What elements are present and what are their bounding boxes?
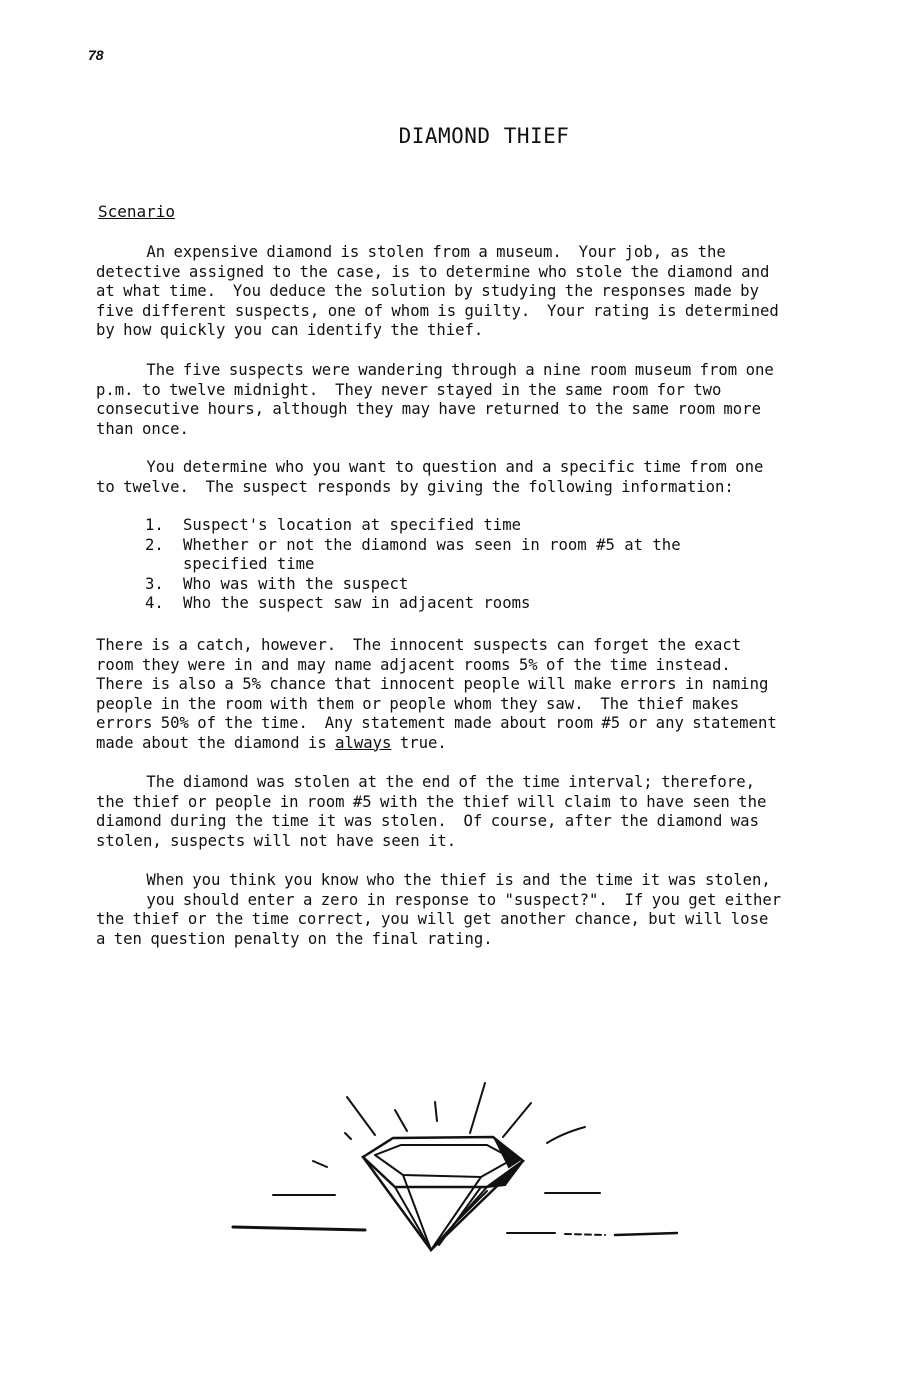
list-item <box>145 594 785 614</box>
list-item-text: Who the suspect saw in adjacent rooms <box>183 594 531 612</box>
list-item-number: 2. <box>145 535 164 554</box>
page-number: 78 <box>88 47 104 63</box>
page-title: DIAMOND THIEF <box>398 124 570 148</box>
paragraph-solution: When you think you know who the thief is and the time it was stolen, you should enter a zero in response to "suspect?". If you get either the thief or the time correct, you will get another chance, but will lose a ten question penalty on the final rating. <box>96 871 782 948</box>
diamond-illustration-icon <box>225 1075 695 1260</box>
response-list <box>145 516 785 614</box>
section-heading: Scenario <box>98 202 176 221</box>
emphasis-always: always <box>335 733 392 752</box>
list-item-text: Whether or not the diamond was seen in room #5 at the specified time <box>183 535 681 573</box>
paragraph-intro: An expensive diamond is stolen from a museum. Your job, as the detective assigned to the case, is to determine who stole the diamond and at what time. You deduce the solution by studying the responses made by five different suspects, one of whom is guilty. Your rating is determined by how quickly you can identify the thief. <box>96 243 779 339</box>
paragraph-suspects: The five suspects were wandering through a nine room museum from one p.m. to twelve midnight. They never stayed in the same room for two consecutive hours, although they may have returned to the same room more than once. <box>96 361 774 438</box>
list-item-text: Suspect's location at specified time <box>183 516 521 534</box>
paragraph-theft-timing: The diamond was stolen at the end of the time interval; therefore, the thief or people in room #5 with the thief will claim to have seen the diamond during the time it was stolen. Of course, after the diamond was stolen, suspects will not have seen it. <box>96 773 767 850</box>
list-item <box>145 575 785 595</box>
list-item-number: 4. <box>145 594 164 612</box>
list-item <box>145 516 785 536</box>
paragraph-catch-text: There is a catch, however. The innocent suspects can forget the exact room they were in and may name adjacent rooms 5% of the time instead. There is also a 5% chance that innocent people will make errors in naming people in the room with them or people whom they saw. The thief makes errors 50% of the time. Any statement made about room #5 or any statement made about the diamond is <box>96 636 777 752</box>
list-item-number: 3. <box>145 574 164 593</box>
paragraph-catch-end: true. <box>391 733 447 752</box>
list-item-number: 1. <box>145 516 164 534</box>
list-item <box>145 536 785 575</box>
paragraph-catch <box>96 636 826 753</box>
paragraph-questioning: You determine who you want to question and a specific time from one to twelve. The suspect responds by giving the following information: <box>96 458 764 496</box>
list-item-text: Who was with the suspect <box>183 574 409 593</box>
